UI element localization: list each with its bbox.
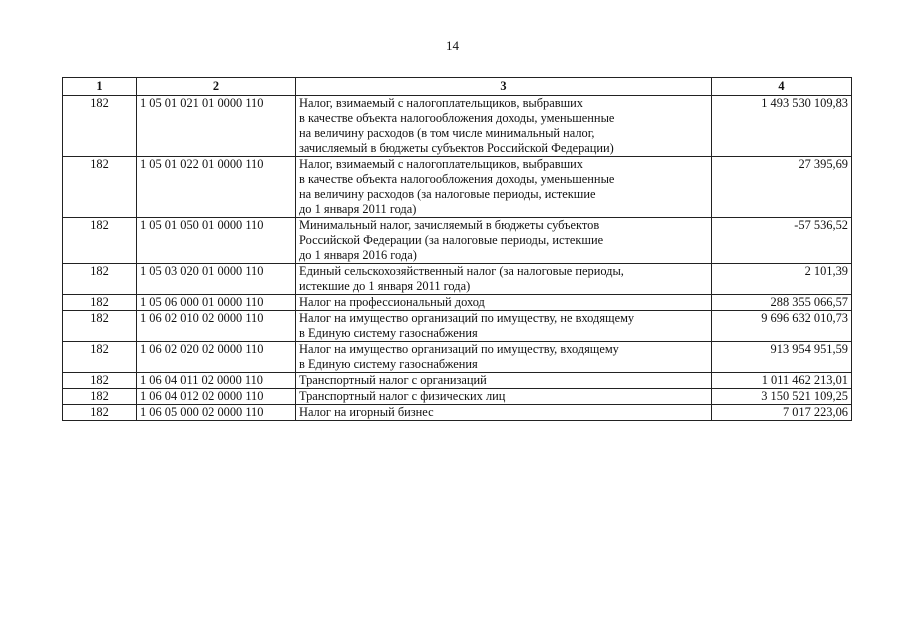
- amount-cell: 1 011 462 213,01: [712, 373, 852, 389]
- revenue-name-line: до 1 января 2016 года): [299, 248, 417, 262]
- table-row: [63, 342, 852, 373]
- budget-code-cell: 1 06 05 000 02 0000 110: [137, 405, 296, 421]
- admin-code-cell: 182: [63, 389, 137, 405]
- amount-cell: 27 395,69: [712, 157, 852, 218]
- admin-code-cell: 182: [63, 157, 137, 218]
- table-row: [63, 389, 852, 405]
- revenue-name-line: на величину расходов (в том числе минимальный налог,: [299, 126, 595, 140]
- amount-cell: 2 101,39: [712, 264, 852, 295]
- revenue-name-cell: [296, 264, 712, 295]
- amount-cell: 7 017 223,06: [712, 405, 852, 421]
- revenue-name-cell: [296, 295, 712, 311]
- table-row: [63, 295, 852, 311]
- revenue-name-line: Минимальный налог, зачисляемый в бюджеты субъектов: [299, 218, 600, 232]
- revenue-name-cell: [296, 218, 712, 264]
- header-col-2: 2: [137, 78, 296, 96]
- revenue-name-line: Налог на имущество организаций по имуществу, входящему: [299, 342, 619, 356]
- admin-code-cell: 182: [63, 342, 137, 373]
- revenue-name-line: в Единую систему газоснабжения: [299, 326, 478, 340]
- table-row: [63, 311, 852, 342]
- admin-code-cell: 182: [63, 311, 137, 342]
- revenue-name-line: зачисляемый в бюджеты субъектов Российской Федерации): [299, 141, 614, 155]
- amount-cell: 9 696 632 010,73: [712, 311, 852, 342]
- amount-cell: 913 954 951,59: [712, 342, 852, 373]
- budget-code-cell: 1 06 02 020 02 0000 110: [137, 342, 296, 373]
- revenue-name-line: Налог, взимаемый с налогоплательщиков, выбравших: [299, 157, 583, 171]
- revenue-name-cell: [296, 96, 712, 157]
- admin-code-cell: 182: [63, 218, 137, 264]
- revenue-name-line: Налог на имущество организаций по имуществу, не входящему: [299, 311, 635, 325]
- table-body: [63, 96, 852, 421]
- revenue-name-line: в Единую систему газоснабжения: [299, 357, 478, 371]
- revenue-name-cell: [296, 157, 712, 218]
- amount-cell: 288 355 066,57: [712, 295, 852, 311]
- admin-code-cell: 182: [63, 373, 137, 389]
- header-col-4: 4: [712, 78, 852, 96]
- revenue-name-line: Единый сельскохозяйственный налог (за налоговые периоды,: [299, 264, 624, 278]
- table-row: [63, 96, 852, 157]
- revenue-name-line: Транспортный налог с физических лиц: [299, 389, 506, 403]
- table-row: [63, 157, 852, 218]
- revenue-name-line: Налог на профессиональный доход: [299, 295, 485, 309]
- budget-code-cell: 1 05 06 000 01 0000 110: [137, 295, 296, 311]
- revenue-name-line: Налог, взимаемый с налогоплательщиков, выбравших: [299, 96, 583, 110]
- revenue-table: [62, 77, 852, 421]
- page-number: 14: [446, 38, 459, 53]
- header-col-3: 3: [296, 78, 712, 96]
- revenue-name-cell: [296, 342, 712, 373]
- budget-code-cell: 1 05 01 050 01 0000 110: [137, 218, 296, 264]
- amount-cell: 1 493 530 109,83: [712, 96, 852, 157]
- revenue-name-line: Российской Федерации (за налоговые периоды, истекшие: [299, 233, 604, 247]
- table-row: [63, 218, 852, 264]
- budget-code-cell: 1 05 01 021 01 0000 110: [137, 96, 296, 157]
- revenue-name-line: Транспортный налог с организаций: [299, 373, 487, 387]
- admin-code-cell: 182: [63, 295, 137, 311]
- revenue-name-line: в качестве объекта налогообложения доходы, уменьшенные: [299, 111, 615, 125]
- budget-code-cell: 1 06 04 011 02 0000 110: [137, 373, 296, 389]
- revenue-name-cell: [296, 373, 712, 389]
- revenue-name-cell: [296, 389, 712, 405]
- table-row: [63, 405, 852, 421]
- amount-cell: 3 150 521 109,25: [712, 389, 852, 405]
- table-row: [63, 264, 852, 295]
- revenue-name-line: до 1 января 2011 года): [299, 202, 417, 216]
- header-col-1: 1: [63, 78, 137, 96]
- revenue-name-cell: [296, 311, 712, 342]
- revenue-name-cell: [296, 405, 712, 421]
- admin-code-cell: 182: [63, 264, 137, 295]
- table-row: [63, 373, 852, 389]
- admin-code-cell: 182: [63, 405, 137, 421]
- budget-code-cell: 1 06 04 012 02 0000 110: [137, 389, 296, 405]
- budget-code-cell: 1 05 03 020 01 0000 110: [137, 264, 296, 295]
- admin-code-cell: 182: [63, 96, 137, 157]
- revenue-name-line: в качестве объекта налогообложения доходы, уменьшенные: [299, 172, 615, 186]
- revenue-name-line: истекшие до 1 января 2011 года): [299, 279, 471, 293]
- amount-cell: -57 536,52: [712, 218, 852, 264]
- revenue-name-line: на величину расходов (за налоговые периоды, истекшие: [299, 187, 596, 201]
- budget-code-cell: 1 05 01 022 01 0000 110: [137, 157, 296, 218]
- header-row: [63, 78, 852, 96]
- revenue-name-line: Налог на игорный бизнес: [299, 405, 434, 419]
- budget-code-cell: 1 06 02 010 02 0000 110: [137, 311, 296, 342]
